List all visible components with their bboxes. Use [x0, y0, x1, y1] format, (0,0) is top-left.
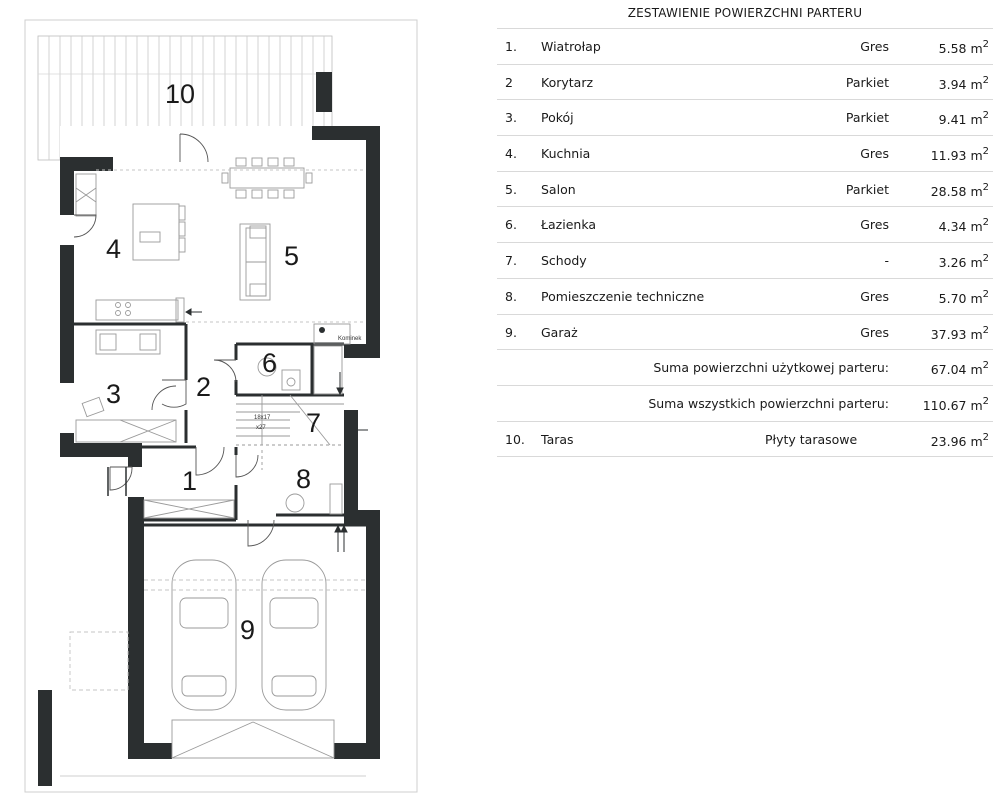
room-label-8: 8 [296, 464, 312, 494]
room-label-9: 9 [240, 615, 256, 645]
room-label-4: 4 [106, 234, 122, 264]
room-name: Garaż [541, 324, 578, 340]
room-area: 9.41 $m^2$ [938, 110, 989, 128]
room-name: Pokój [541, 110, 574, 126]
room-label-1: 1 [182, 466, 198, 496]
floor-finish: Gres [860, 146, 889, 162]
floor-finish: Parkiet [845, 110, 889, 126]
room-name: Schody [541, 253, 587, 269]
room-label-3: 3 [106, 379, 122, 409]
floor-finish: Gres [860, 217, 889, 233]
area-summary-table [497, 0, 993, 457]
room-area: 11.93 $m^2$ [930, 146, 989, 164]
floor-plan [0, 0, 480, 799]
sum-usable-label: Suma powierzchni użytkowej parteru: [653, 360, 889, 376]
room-name: Korytarz [541, 74, 594, 90]
table-row [497, 206, 993, 242]
sum-total-row [497, 385, 993, 421]
room-name: Kuchnia [541, 146, 591, 162]
room-label-10: 10 [165, 79, 196, 109]
room-name: Łazienka [541, 217, 597, 233]
room-name: Salon [541, 181, 576, 197]
floor-finish: Parkiet [845, 74, 889, 90]
row-number: 8. [505, 288, 517, 304]
table-row [497, 278, 993, 314]
room-area: 28.58 $m^2$ [930, 181, 989, 199]
row-number: 9. [505, 324, 517, 340]
sum-total-label: Suma wszystkich powierzchni parteru: [648, 395, 889, 411]
room-name: Taras [541, 431, 574, 447]
row-number: 5. [505, 181, 517, 197]
table-row [497, 242, 993, 278]
sum-total-area: 110.67 $m^2$ [922, 395, 989, 413]
room-area: 3.26 $m^2$ [938, 253, 989, 271]
room-name: Pomieszczenie techniczne [541, 288, 705, 304]
row-number: 7. [505, 253, 517, 269]
room-name: Wiatrołap [541, 39, 601, 54]
room-area: 4.34 $m^2$ [938, 217, 989, 235]
stairs-label-dims: 18x17 [254, 415, 271, 421]
table-row [497, 314, 993, 350]
table-title: ZESTAWIENIE POWIERZCHNI PARTERU [627, 6, 863, 20]
room-area: 3.94 $m^2$ [938, 74, 989, 92]
floor-finish: Gres [860, 39, 889, 54]
room-label-6: 6 [262, 348, 278, 378]
room-label-5: 5 [284, 241, 300, 271]
table-row [497, 28, 993, 64]
floor-finish: Płyty tarasowe [765, 431, 858, 447]
room-area: 37.93 $m^2$ [930, 324, 989, 342]
table-row [497, 64, 993, 100]
row-number: 3. [505, 110, 517, 126]
fireplace-label: Kominek [338, 336, 362, 342]
sum-usable-area: 67.04 $m^2$ [930, 360, 989, 378]
table-row [497, 99, 993, 135]
floor-finish: Gres [860, 324, 889, 340]
floor-finish: - [884, 253, 889, 269]
room-label-7: 7 [306, 408, 322, 438]
floor-finish: Gres [860, 288, 889, 304]
terrace-row [497, 421, 993, 458]
row-number: 6. [505, 217, 517, 233]
row-number: 10. [505, 431, 525, 447]
row-number: 1. [505, 39, 517, 54]
room-area: 23.96 $m^2$ [930, 431, 989, 449]
room-area: 5.70 $m^2$ [938, 288, 989, 306]
room-area: 5.58 $m^2$ [938, 39, 989, 56]
stairs-label-count: x27 [256, 425, 266, 431]
row-number: 2 [505, 74, 513, 90]
sum-usable-row [497, 349, 993, 385]
room-label-2: 2 [196, 372, 212, 402]
row-number: 4. [505, 146, 517, 162]
floor-finish: Parkiet [845, 181, 889, 197]
table-row [497, 135, 993, 171]
table-row [497, 171, 993, 207]
